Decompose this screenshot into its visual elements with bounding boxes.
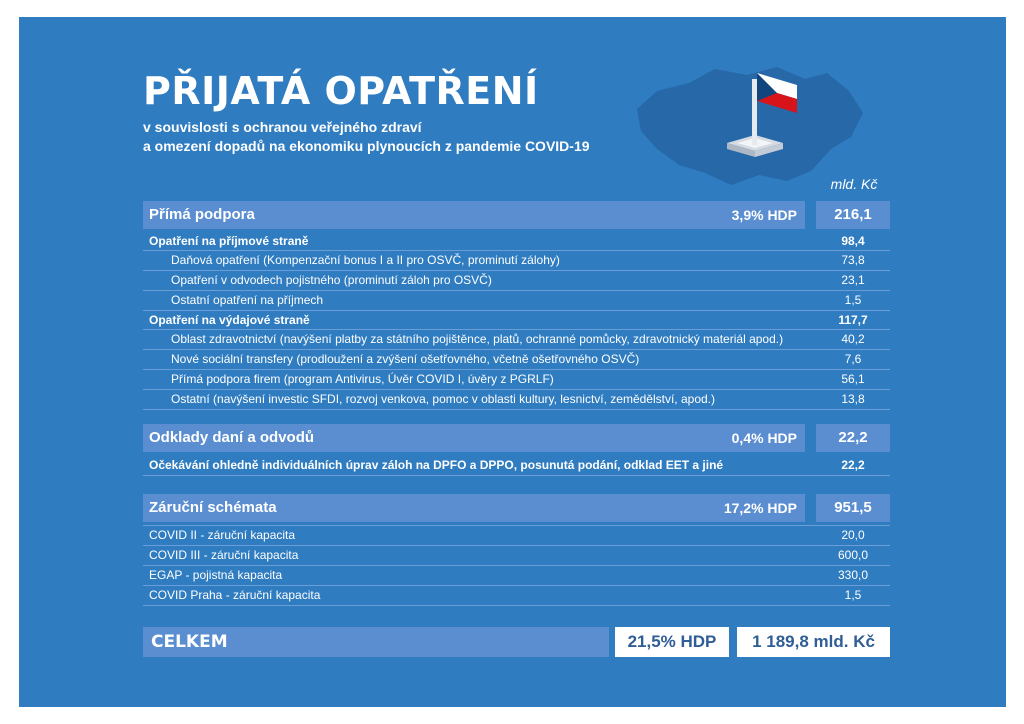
row-label: Daňová opatření (Kompenzační bonus I a II pro OSVČ, prominutí zálohy) bbox=[171, 253, 560, 267]
section-pct: 0,4% HDP bbox=[731, 430, 797, 446]
section-label: Přímá podpora bbox=[149, 206, 255, 223]
row-label: Očekávání ohledně individuálních úprav záloh na DPFO a DPPO, posunutá podání, odklad EET a jiné bbox=[149, 458, 724, 472]
table-row bbox=[143, 271, 893, 289]
group-value: 98,4 bbox=[841, 234, 865, 248]
table-row bbox=[143, 330, 893, 348]
table-row bbox=[143, 390, 893, 408]
row-value: 20,0 bbox=[841, 528, 865, 542]
group-row bbox=[143, 311, 893, 329]
section-pct: 17,2% HDP bbox=[723, 500, 797, 516]
section-value: 951,5 bbox=[816, 494, 890, 522]
subtitle-line-1: v souvislosti s ochranou veřejného zdraví bbox=[143, 119, 422, 135]
table-row bbox=[143, 586, 893, 604]
row-value: 1,5 bbox=[844, 293, 862, 307]
total-value: 1 189,8 mld. Kč bbox=[737, 627, 890, 657]
row-value: 56,1 bbox=[841, 372, 865, 386]
row-label: Ostatní opatření na příjmech bbox=[171, 293, 324, 307]
row-value: 600,0 bbox=[837, 548, 869, 562]
infographic-panel bbox=[19, 17, 1006, 707]
section-band-prima bbox=[143, 201, 805, 229]
divider bbox=[143, 475, 890, 476]
section-value: 22,2 bbox=[816, 424, 890, 452]
row-label: COVID III - záruční kapacita bbox=[149, 548, 299, 562]
total-label: CELKEM bbox=[151, 632, 228, 652]
row-value: 1,5 bbox=[844, 588, 862, 602]
row-label: COVID Praha - záruční kapacita bbox=[149, 588, 321, 602]
row-label: Oblast zdravotnictví (navýšení platby za státního pojištěnce, platů, ochranné pomůcky, zdravotnický materiál apod.) bbox=[171, 332, 784, 346]
row-label: Přímá podpora firem (program Antivirus, Úvěr COVID I, úvěry z PGRLF) bbox=[171, 372, 554, 386]
group-label: Opatření na příjmové straně bbox=[149, 234, 309, 248]
group-row bbox=[143, 232, 893, 250]
row-label: Ostatní (navýšení investic SFDI, rozvoj venkova, pomoc v oblasti kultury, lesnictví, zemědělství, apod.) bbox=[171, 392, 715, 406]
row-value: 22,2 bbox=[841, 458, 865, 472]
total-band bbox=[143, 627, 609, 657]
section-label: Záruční schémata bbox=[149, 499, 277, 516]
section-band-zaruky bbox=[143, 494, 805, 522]
table-row bbox=[143, 566, 893, 584]
section-band-odklady bbox=[143, 424, 805, 452]
table-row bbox=[143, 456, 893, 474]
row-label: EGAP - pojistná kapacita bbox=[149, 568, 283, 582]
page-title: PŘIJATÁ OPATŘENÍ bbox=[143, 69, 539, 113]
page-subtitle bbox=[143, 118, 590, 156]
divider bbox=[143, 409, 890, 410]
row-value: 40,2 bbox=[841, 332, 865, 346]
table-row bbox=[143, 546, 893, 564]
table-row bbox=[143, 370, 893, 388]
row-label: COVID II - záruční kapacita bbox=[149, 528, 296, 542]
section-value: 216,1 bbox=[816, 201, 890, 229]
row-value: 7,6 bbox=[844, 352, 862, 366]
group-label: Opatření na výdajové straně bbox=[149, 313, 310, 327]
group-value: 117,7 bbox=[838, 313, 868, 327]
total-pct: 21,5% HDP bbox=[615, 627, 729, 657]
unit-label: mld. Kč bbox=[830, 176, 878, 192]
row-value: 73,8 bbox=[841, 253, 865, 267]
table-row bbox=[143, 526, 893, 544]
section-label: Odklady daní a odvodů bbox=[149, 429, 315, 446]
czech-map-flag-icon bbox=[627, 39, 867, 199]
row-value: 23,1 bbox=[841, 273, 865, 287]
table-row bbox=[143, 251, 893, 269]
subtitle-line-2: a omezení dopadů na ekonomiku plynoucích z pandemie COVID-19 bbox=[143, 138, 590, 154]
table-row bbox=[143, 350, 893, 368]
table-row bbox=[143, 291, 893, 309]
divider bbox=[143, 605, 890, 606]
row-value: 330,0 bbox=[837, 568, 869, 582]
section-pct: 3,9% HDP bbox=[731, 207, 797, 223]
row-label: Opatření v odvodech pojistného (prominutí záloh pro OSVČ) bbox=[171, 273, 492, 287]
row-label: Nové sociální transfery (prodloužení a zvýšení ošetřovného, včetně ošetřovného OSVČ) bbox=[171, 352, 640, 366]
row-value: 13,8 bbox=[841, 392, 865, 406]
